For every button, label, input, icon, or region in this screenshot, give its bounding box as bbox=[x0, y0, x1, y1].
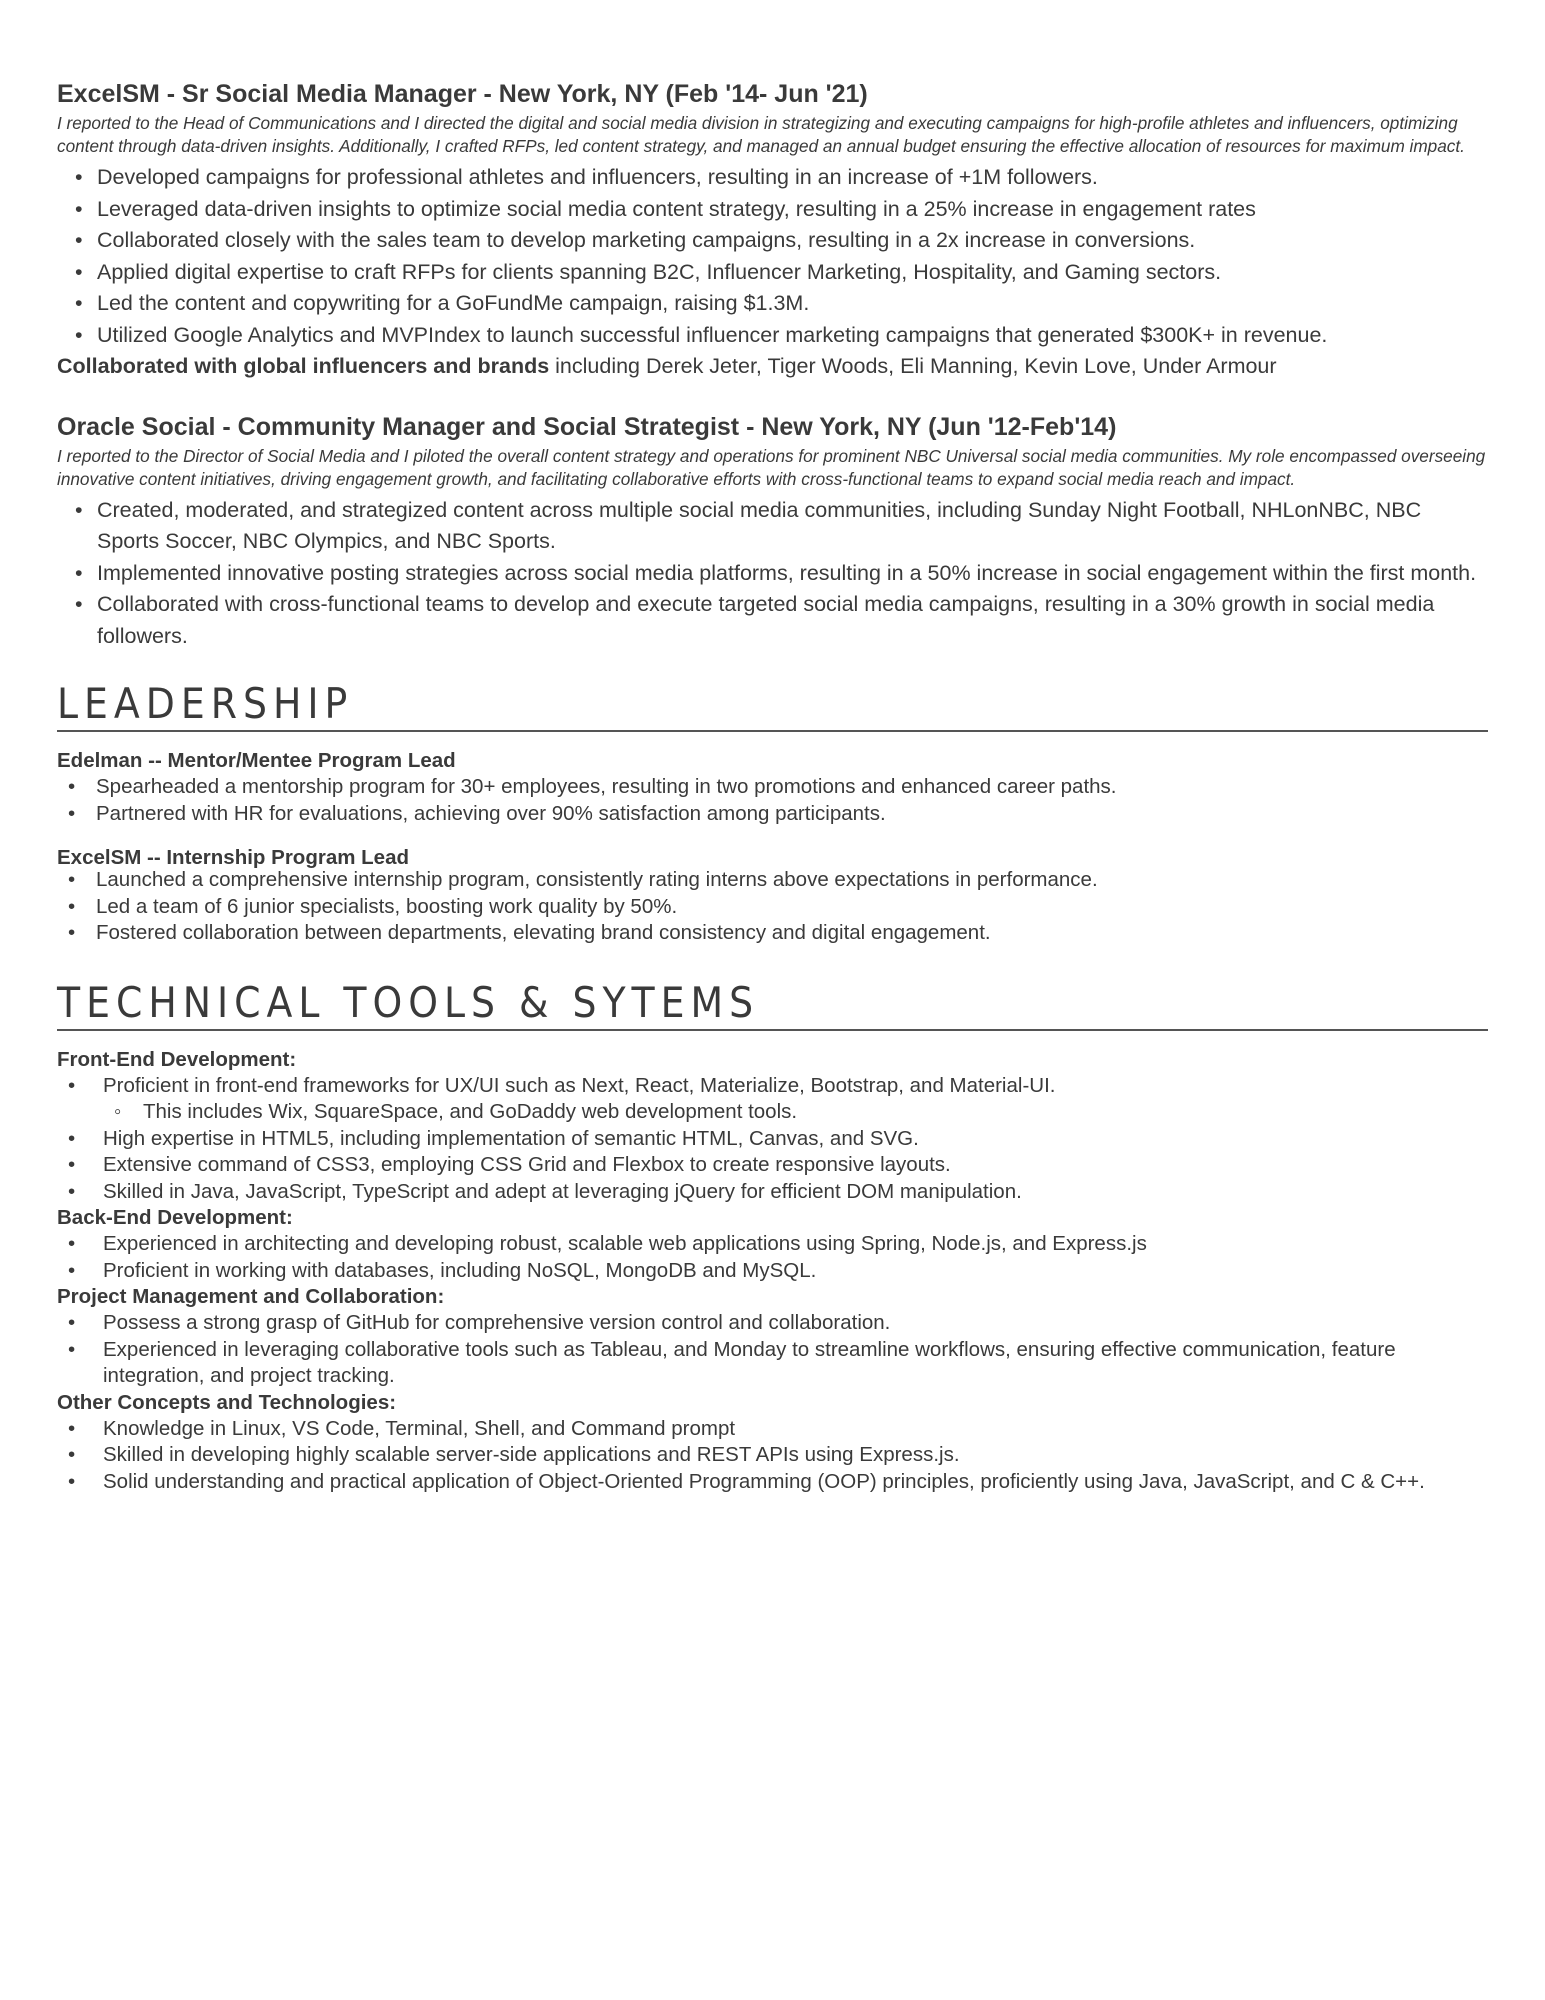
job-summary: I reported to the Head of Communications and I directed the digital and social media division in strategizing and executing campaigns for high-profile athletes and influencers, optimizing content through data-driven insights. Additionally, I crafted RFPs, led content strategy, and managed an annual budget ensuring the effective allocation of resources for maximum impact. bbox=[57, 113, 1465, 156]
leadership-role-title: ExcelSM -- Internship Program Lead bbox=[57, 846, 409, 869]
project-management-bullets bbox=[57, 1310, 1488, 1390]
leadership-bullets bbox=[57, 867, 1488, 947]
list-item: • Utilized Google Analytics and MVPIndex to launch successful influencer marketing campaigns that generated $300K+ in revenue. bbox=[57, 320, 1488, 352]
leadership-excelsm bbox=[57, 846, 1488, 947]
job-bullets bbox=[57, 495, 1488, 653]
collaboration-detail: including Derek Jeter, Tiger Woods, Eli Manning, Kevin Love, Under Armour bbox=[549, 354, 1277, 378]
list-item: • Created, moderated, and strategized content across multiple social media communities, including Sunday Night Football, NHLonNBC, NBC Sports Soccer, NBC Olympics, and NBC Sports. bbox=[57, 495, 1488, 558]
list-item: • Launched a comprehensive internship program, consistently rating interns above expectations in performance. bbox=[57, 867, 1488, 894]
list-item: • Proficient in front-end frameworks for UX/UI such as Next, React, Materialize, Bootstrap, and Material-UI. bbox=[57, 1073, 1488, 1100]
front-end-bullets bbox=[57, 1073, 1488, 1206]
list-item: • Solid understanding and practical application of Object-Oriented Programming (OOP) principles, proficiently using Java, JavaScript, and C & C++. bbox=[57, 1469, 1488, 1496]
list-item: • Collaborated with cross-functional teams to develop and execute targeted social media campaigns, resulting in a 30% growth in social media followers. bbox=[57, 589, 1488, 652]
list-item: • High expertise in HTML5, including implementation of semantic HTML, Canvas, and SVG. bbox=[57, 1126, 1488, 1153]
skill-category-project-management: Project Management and Collaboration: bbox=[57, 1285, 445, 1308]
technical-skills bbox=[57, 1047, 1488, 1496]
list-item: • Possess a strong grasp of GitHub for comprehensive version control and collaboration. bbox=[57, 1310, 1488, 1337]
skill-category-back-end: Back-End Development: bbox=[57, 1206, 293, 1229]
leadership-role-title: Edelman -- Mentor/Mentee Program Lead bbox=[57, 749, 456, 772]
list-item: • Led a team of 6 junior specialists, boosting work quality by 50%. bbox=[57, 894, 1488, 921]
list-item: • Proficient in working with databases, including NoSQL, MongoDB and MySQL. bbox=[57, 1258, 1488, 1285]
list-item: • Implemented innovative posting strategies across social media platforms, resulting in a 50% increase in social engagement within the first month. bbox=[57, 558, 1488, 590]
skill-category-front-end: Front-End Development: bbox=[57, 1047, 297, 1071]
job-summary: I reported to the Director of Social Media and I piloted the overall content strategy and operations for prominent NBC Universal social media communities. My role encompassed overseeing innovative content initiatives, driving engagement growth, and facilitating collaborative efforts with cross-functional teams to expand social media reach and impact. bbox=[57, 445, 1486, 489]
list-item: • Spearheaded a mentorship program for 30+ employees, resulting in two promotions and enhanced career paths. bbox=[57, 774, 1488, 801]
list-item: • Developed campaigns for professional athletes and influencers, resulting in an increase of +1M followers. bbox=[57, 162, 1488, 194]
list-item: • Partnered with HR for evaluations, achieving over 90% satisfaction among participants. bbox=[57, 801, 1488, 828]
section-heading-leadership: LEADERSHIP bbox=[57, 678, 1488, 732]
list-item: • Extensive command of CSS3, employing CSS Grid and Flexbox to create responsive layouts. bbox=[57, 1152, 1488, 1179]
list-sub-item: ◦ This includes Wix, SquareSpace, and GoDaddy web development tools. bbox=[57, 1099, 1488, 1126]
leadership-bullets bbox=[57, 774, 1488, 827]
list-item: • Applied digital expertise to craft RFPs for clients spanning B2C, Influencer Marketing, Hospitality, and Gaming sectors. bbox=[57, 257, 1488, 289]
job-bullets bbox=[57, 162, 1488, 351]
job-oracle-social bbox=[57, 409, 1488, 653]
resume-page bbox=[57, 76, 1488, 1495]
job-title: Oracle Social - Community Manager and Social Strategist - New York, NY (Jun '12-Feb'14) bbox=[57, 412, 1117, 441]
section-heading-technical: TECHNICAL TOOLS & SYTEMS bbox=[57, 977, 1488, 1031]
list-item: • Leveraged data-driven insights to optimize social media content strategy, resulting in a 25% increase in engagement rates bbox=[57, 194, 1488, 226]
list-item: • Experienced in architecting and developing robust, scalable web applications using Spring, Node.js, and Express.js bbox=[57, 1231, 1488, 1258]
list-item: • Led the content and copywriting for a GoFundMe campaign, raising $1.3M. bbox=[57, 288, 1488, 320]
job-excelsm bbox=[57, 76, 1488, 383]
list-item: • Skilled in developing highly scalable server-side applications and REST APIs using Express.js. bbox=[57, 1442, 1488, 1469]
job-title: ExcelSM - Sr Social Media Manager - New York, NY (Feb '14- Jun '21) bbox=[57, 80, 868, 108]
other-technologies-bullets bbox=[57, 1416, 1488, 1496]
list-item: • Skilled in Java, JavaScript, TypeScript and adept at leveraging jQuery for efficient DOM manipulation. bbox=[57, 1179, 1488, 1206]
list-item: • Knowledge in Linux, VS Code, Terminal, Shell, and Command prompt bbox=[57, 1416, 1488, 1443]
list-item: • Experienced in leveraging collaborative tools such as Tableau, and Monday to streamline workflows, ensuring effective communication, feature integration, and project tracking. bbox=[57, 1337, 1488, 1390]
back-end-bullets bbox=[57, 1231, 1488, 1284]
leadership-edelman bbox=[57, 748, 1488, 827]
collaboration-lead: Collaborated with global influencers and brands bbox=[57, 354, 550, 378]
list-item: • Fostered collaboration between departments, elevating brand consistency and digital engagement. bbox=[57, 920, 1488, 947]
collaboration-line bbox=[57, 351, 1488, 383]
list-item: • Collaborated closely with the sales team to develop marketing campaigns, resulting in a 2x increase in conversions. bbox=[57, 225, 1488, 257]
skill-category-other: Other Concepts and Technologies: bbox=[57, 1390, 397, 1414]
